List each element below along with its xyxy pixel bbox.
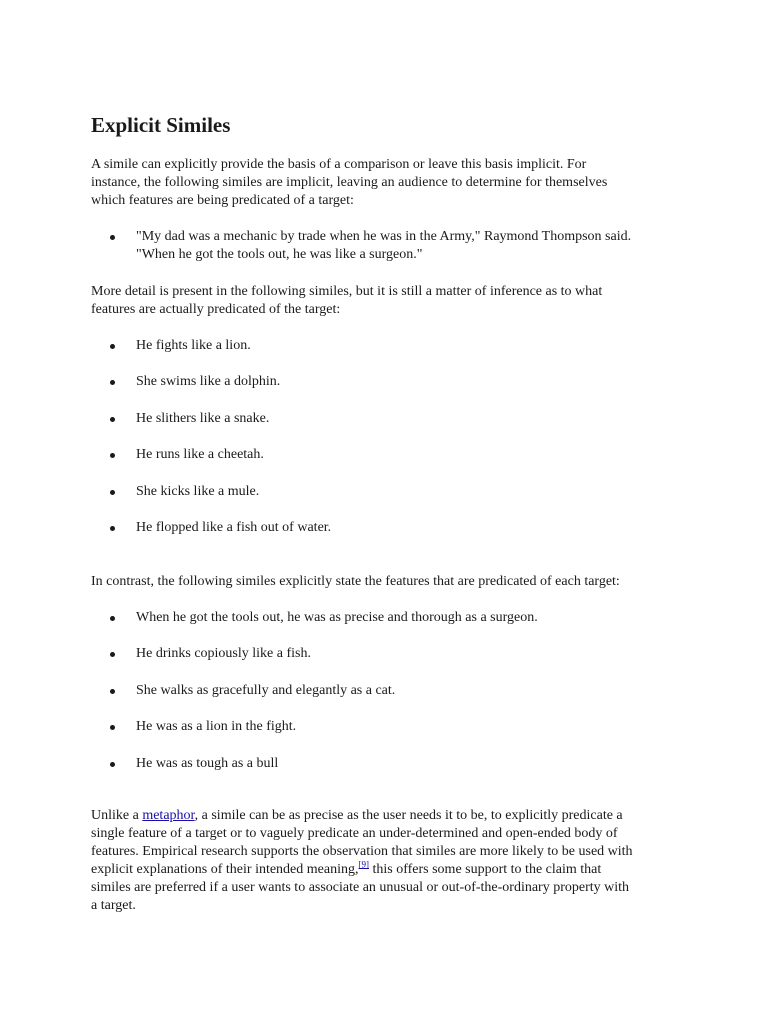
closing-text: , a simile can be as precise as the user needs it to be, to explicitly predicate a	[194, 808, 623, 823]
list-item-line: "My dad was a mechanic by trade when he was in the Army," Raymond Thompson said.	[136, 229, 632, 244]
closing-text: Unlike a	[91, 808, 143, 823]
contrast-paragraph	[91, 573, 681, 591]
detail-line: More detail is present in the following similes, but it is still a matter of inference as to what	[91, 284, 603, 299]
list-item: When he got the tools out, he was as precise and thorough as a surgeon.	[136, 609, 696, 627]
citation-link[interactable]: [9]	[358, 859, 369, 870]
list-item: She swims like a dolphin.	[136, 373, 696, 391]
list-item: She walks as gracefully and elegantly as a cat.	[136, 682, 696, 700]
intro-paragraph	[91, 156, 681, 210]
metaphor-link[interactable]: metaphor	[142, 808, 195, 823]
list-item-line: "When he got the tools out, he was like a surgeon."	[136, 247, 423, 262]
list-item: He fights like a lion.	[136, 337, 696, 355]
list-item: He flopped like a fish out of water.	[136, 519, 696, 537]
list-item: He was as tough as a bull	[136, 755, 696, 773]
list-item: He slithers like a snake.	[136, 410, 696, 428]
closing-line: explicit explanations of their intended meaning,	[91, 862, 359, 877]
closing-line: similes are preferred if a user wants to associate an unusual or out-of-the-ordinary property with	[91, 880, 630, 895]
closing-line: a target.	[91, 898, 136, 913]
closing-paragraph	[91, 807, 681, 915]
intro-line: instance, the following similes are implicit, leaving an audience to determine for themselves	[91, 175, 608, 190]
intro-line: A simile can explicitly provide the basis of a comparison or leave this basis implicit. For	[91, 157, 587, 172]
closing-line: single feature of a target or to vaguely predicate an under-determined and open-ended body of	[91, 826, 618, 841]
closing-line: this offers some support to the claim that	[368, 862, 602, 877]
list-item: He drinks copiously like a fish.	[136, 645, 696, 663]
closing-line: features. Empirical research supports the observation that similes are more likely to be used with	[91, 844, 633, 859]
detail-paragraph	[91, 283, 681, 319]
list-item: She kicks like a mule.	[136, 483, 696, 501]
list-item: He runs like a cheetah.	[136, 446, 696, 464]
intro-line: which features are being predicated of a target:	[91, 193, 354, 208]
list-item: He was as a lion in the fight.	[136, 718, 696, 736]
page-title: Explicit Similes	[91, 113, 231, 137]
detail-line: features are actually predicated of the target:	[91, 302, 341, 317]
contrast-line: In contrast, the following similes explicitly state the features that are predicated of each target:	[91, 574, 620, 589]
list-item	[136, 228, 696, 264]
